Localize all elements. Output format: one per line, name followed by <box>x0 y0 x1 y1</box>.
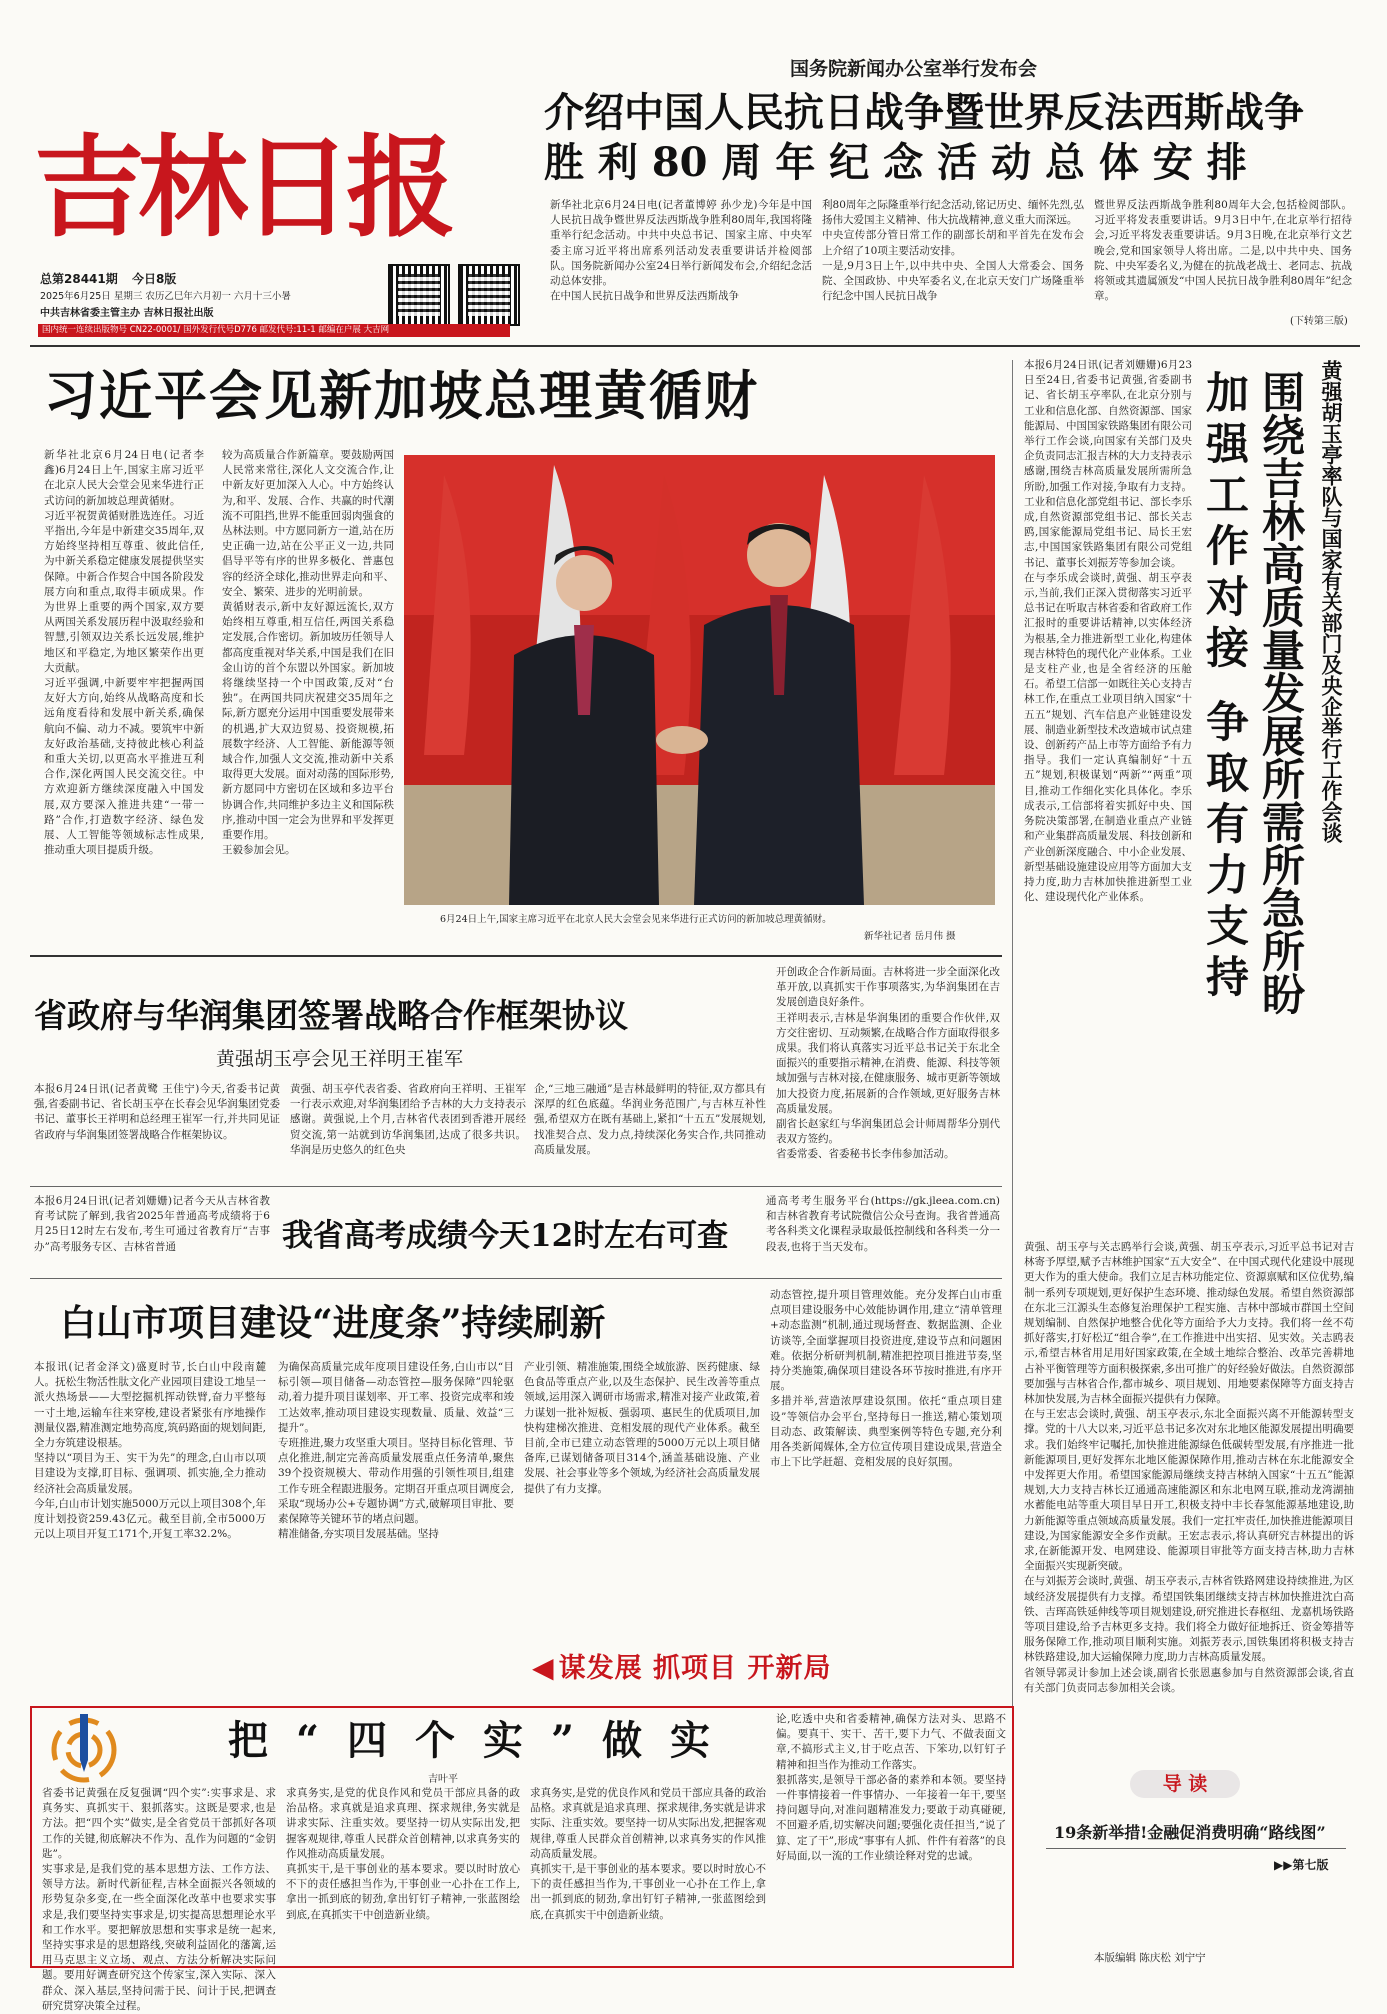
baishan-banner <box>532 1646 992 1686</box>
gaokao-right: 通高考考生服务平台(https://gk.jleea.com.cn)和吉林省教育考试院微信公众号查询。我省普通高考各科类文化课程录取最低控制线和各科类一分一段表,也将于当天发布。 <box>766 1195 1000 1253</box>
guide-label: 导 读 <box>1162 1773 1208 1795</box>
huarun-headline: 省政府与华润集团签署战略合作框架协议 <box>34 996 628 1035</box>
divider <box>30 1278 1002 1279</box>
guide-label-box <box>1130 1770 1240 1798</box>
lead-headline: 习近平会见新加坡总理黄循财 <box>44 365 759 427</box>
baishan-col-4: 动态管控,提升项目管理效能。充分发挥白山市重点项目建设服务中心效能协调作用,建立“清单管理+动态监测”机制,通过现场督查、数据监测、企业访谈等,全面掌握项目投资进度,建设节点和问题困难。依据分析研判机制,精准把控项目推进节奏,坚持分类施策,确保项目建设各环节按时推进,有序开展。 多措并举,营造浓厚建设氛围。依托“重点项目建设”等领信办会平台,坚持每日一推送,精心策划项目动态、政策解读、典型案例等特色专题,充分利用各类新闻媒体,全方位宣传项目建设成果,营造全市上下比学赶超、竞相发展的良好氛围。 <box>770 1289 1002 1469</box>
meeting-photo[interactable] <box>404 455 995 905</box>
top-story-col-3: 暨世界反法西斯战争胜利80周年大会,包括检阅部队。习近平将发表重要讲话。9月3日中午,在北京举行招待会,习近平将发表重要讲话。9月3日晚,在北京举行文艺晚会,党和国家领导人将出席。二是,以中共中央、国务院、中央军委名义,为健在的抗战老战士、老同志、抗战将领或其遗属颁发“中国人民抗日战争胜利80周年”纪念章。 <box>1094 199 1352 303</box>
masthead-title: 吉林日报 <box>34 123 450 252</box>
baishan-headline: 白山市项目建设“进度条”持续刷新 <box>60 1302 606 1344</box>
meeting-photo-illustration <box>404 455 995 905</box>
huarun-col-2: 黄强、胡玉亭代表省委、省政府向王祥明、王崔军一行表示欢迎,对华润集团给予吉林的大力支持表示感谢。黄强说,上个月,吉林省代表团到香港开展经贸交流,第一站就到访华润集团,达成了很多共识。华润是历史悠久的红色央 <box>290 1083 526 1156</box>
top-story-col-2: 利80周年之际隆重举行纪念活动,铭记历史、缅怀先烈,弘扬伟大爱国主义精神、伟大抗战精神,意义重大而深远。 中央宣传部分管日常工作的副部长胡和平首先在发布会上介绍了10项主要活动安排。 一是,9月3日上午,以中共中央、全国人大常委会、国务院、全国政协、中央军委名义,在北京天安门广场隆重举行纪念中国人民抗日战争 <box>822 199 1084 303</box>
issue-no: 总第28441期 <box>40 272 118 286</box>
commentary-byline: 吉叶平 <box>428 1774 458 1785</box>
sponsor-line: 中共吉林省委主管主办 吉林日报社出版 <box>40 308 214 319</box>
baishan-col-3: 产业引领、精准施策,围绕全域旅游、医药健康、绿色食品等重点产业,以及生态保护、民生改善等重点领域,运用深入调研市场需求,精准对接产业政策,着力谋划一批补短板、强弱项、惠民生的优质项目,加快构建梯次推进、竞相发展的现代产业体系。截至目前,全市已建立动态管理的5000万元以上项目储备库,已谋划储备项目314个,涵盖基础设施、产业发展、社会事业等多个领域,为经济社会高质量发展提供了有力支撑。 <box>524 1361 760 1495</box>
divider <box>30 345 1360 347</box>
right-kicker: 黄强胡玉亭率队与国家有关部门及央企举行工作会谈 <box>1319 360 1344 843</box>
right-headline-1: 围绕吉林高质量发展所需所急所盼 <box>1255 370 1305 1015</box>
banner-text: 谋发展 抓项目 开新局 <box>558 1653 832 1684</box>
gaokao-left: 本报6月24日讯(记者刘姗姗)记者今天从吉林省教育考试院了解到,我省2025年普通高考成绩将于6月25日12时左右发布,考生可通过省教育厅“吉事办”高考服务专区、吉林省普通 <box>34 1195 270 1253</box>
banner-arrow-icon: ◀ <box>532 1651 554 1684</box>
baishan-col-1: 本报讯(记者金泽文)盛夏时节,长白山中段南麓人。抚松生物活性肽文化产业园项目建设工地呈一派火热场景——大型挖掘机挥动铁臂,奋力平整每一寸土地,运输车往来穿梭,建设者紧张有序地操作测量仪器,精准测定地势高度,筑码路面的规划间距,全力夯筑建设根基。 坚持以“项目为王、实干为先”的理念,白山市以项目建设为支撑,盯目标、强调项、抓实施,全力推动经济社会高质量发展。 今年,白山市计划实施5000万元以上项目308个,年度计划投资259.43亿元。截至目前,全市5000万元以上项目开复工171个,开复工率32.2%。 <box>34 1361 266 1541</box>
footer-editors: 本版编辑 陈庆松 刘宁宁 <box>1094 1952 1206 1964</box>
top-story-col-1: 新华社北京6月24日电(记者董博婷 孙少龙)今年是中国人民抗日战争暨世界反法西斯战争胜利80周年,我国将隆重举行纪念活动。中共中央总书记、国家主席、中央军委主席习近平将出席系列活动发表重要讲话并检阅部队。国务院新闻办公室24日举行新闻发布会,介绍纪念活动总体安排。 在中国人民抗日战争和世界反法西斯战争 <box>550 199 812 303</box>
date-line: 2025年6月25日 星期三 农历乙巳年六月初一 六月十三小暑 <box>40 291 291 302</box>
divider <box>1046 1848 1346 1849</box>
commentary-col-1: 省委书记黄强在反复强调“四个实”:实事求是、求真务实、真抓实干、狠抓落实。这既是要求,也是方法。把“四个实”做实,是全省党员干部抓好各项工作的关键,彻底解决不作为、乱作为问题的“金钥匙”。 实事求是,是我们党的基本思想方法、工作方法、领导方法。新时代新征程,吉林全面振兴各领域的形势复杂多变,在一些全面深化改革中也要求实事求是,我们要坚持实事求是,切实提高思想理论水平和工作水平。要把解放思想和实事求是统一起来,坚持实事求是的思想路线,突破利益固化的藩篱,运用马克思主义立场、观点、方法分析解决实际问题。要用好调查研究这个传家宝,深入实际、深入群众、深入基层,坚持问需于民、问计于民,把调查研究贯穿决策全过程。 <box>42 1787 276 2012</box>
huarun-col-4: 开创政企合作新局面。吉林将进一步全面深化改革开放,以真抓实干作事项落实,为华润集团在吉发展创造良好条件。 王祥明表示,吉林是华润集团的重要合作伙伴,双方交往密切、互动频繁,在战略合作方面取得很多成果。我们将认真落实习近平总书记关于东北全面振兴的重要指示精神,在消费、能源、科技等领域加强与吉林对接,在健康服务、城市更新等领域加大投资力度,拓展新的合作领域,更好服务吉林高质量发展。 副省长赵家红与华润集团总会计师周帮华分别代表双方签约。 省委常委、省委秘书长李伟参加活动。 <box>776 966 1000 1161</box>
lead-col-1: 新华社北京6月24日电(记者李鑫)6月24日上午,国家主席习近平在北京人民大会堂会见来华进行正式访问的新加坡总理黄循财。 习近平祝贺黄循财胜选连任。习近平指出,今年是中新建交35周年,双方始终坚持相互尊重、彼此信任,为中新关系稳定健康发展提供坚实保障。中新合作契合中国各阶段发展方向和重点,取得丰硕成果。作为世界上重要的两个国家,双方要从两国关系发展历程中汲取经验和智慧,引领双边关系长远发展,维护地区和平稳定,为地区繁荣作出更大贡献。 习近平强调,中新要牢牢把握两国友好大方向,始终从战略高度和长远角度看待和发展中新关系,确保航向不偏、动力不减。要筑牢中新友好政治基础,支持彼此核心利益和重大关切,以更高水平推进互利合作,深化两国人民交流交往。中方欢迎新方继续深度融入中国发展,双方要深入推进共建“一带一路”合作,打造数字经济、绿色发展、人工智能等领域标志性成果,推动重大项目提质升级。 <box>44 449 204 857</box>
publication-strip: 国内统一连续出版物号 CN22-0001/ 国外发行代号D776 邮发代号:11-1 邮编在户展 大吉网 <box>38 324 510 337</box>
gaokao-headline: 我省高考成绩今天12时左右可查 <box>282 1218 729 1254</box>
issue-number <box>40 270 176 287</box>
right-story-col-bottom: 黄强、胡玉亭与关志鸥举行会谈,黄强、胡玉亭表示,习近平总书记对吉林寄予厚望,赋予吉林维护国家“五大安全”、在中国式现代化建设中展现更大作为的重大使命。我们立足吉林功能定位、资源禀赋和区位优势,编制一系列专项规划,更好保护生态环境、推动绿色发展。希望自然资源部在东北三江源头生态修复治理保护工程实施、吉林中部城市群国土空间规划编制、自然保护地整合优化等方面给予大力支持。我们将一丝不苟抓好落实,打好松辽“组合拳”,在工作推进中出实招、见实效。关志鸥表示,希望吉林省用足用好国家政策,在全域土地综合整治、改革完善耕地占补平衡管理等方面积极探索,多出可推广的好经验好做法。自然资源部要加强与吉林省合作,都市城乡、项目规划、用地要素保障等方面支持吉林加快发展,为吉林全面振兴提供有力保障。 在与王宏志会谈时,黄强、胡玉亭表示,东北全面振兴离不开能源转型支撑。党的十八大以来,习近平总书记多次对东北地区能源发展提出明确要求。我们始终牢记嘱托,加快推进能源绿色低碳转型发展,有序推进一批新能源项目,更好发挥东北地区能源保障作用,推动吉林在东北能源安全中发挥更大作用。希望国家能源局继续支持吉林纳入国家“十五五”能源规划,大力支持吉林长辽通通高速能源区和东北电网互联,推动龙湾湖抽水蓄能电站等重大项目早日开工,积极支持中丰长春氢能源基地建设,助力新能源等重点领域高质量发展。我们一定扛牢责任,加快推进能源项目建设,为国家能源安全多作贡献。王宏志表示,将认真研究吉林提出的诉求,在新能源开发、电网建设、能源项目审批等方面支持吉林,助力吉林全面振兴实现新突破。 在与刘振芳会谈时,黄强、胡玉亭表示,吉林省铁路网建设持续推进,为区域经济发展提供有力支撑。希望国铁集团继续支持吉林加快推进沈白高铁、吉珲高铁延伸线等项目规划建设,研究推进长春枢纽、龙嘉机场铁路等项目建设,给予吉林更多支持。我们将全力做好征地拆迁、资金筹措等服务保障工作,推动项目顺利实施。刘振芳表示,国铁集团将积极支持吉林铁路建设,加大运输保障力度,助力吉林高质量发展。 省领导郭灵计参加上述会谈,副省长张恩惠参加与自然资源部会谈,省直有关部门负责同志参加相关会谈。 <box>1024 1241 1354 1694</box>
divider <box>30 955 1002 957</box>
right-story-col-top: 本报6月24日讯(记者刘姗姗)6月23日至24日,省委书记黄强,省委副书记、省长胡玉亭率队,在北京分别与工业和信息化部、自然资源部、国家能源局、中国国家铁路集团有限公司举行工作会谈,向国家有关部门及央企负责同志汇报吉林的大力支持表示感谢,围绕吉林高质量发展所需所急所盼,加强工作对接,争取有力支持。工业和信息化部党组书记、部长李乐成,自然资源部党组书记、部长关志鸥,国家能源局党组书记、局长王宏志,中国国家铁路集团有限公司党组书记、董事长刘振芳等参加会谈。 在与李乐成会谈时,黄强、胡玉亭表示,当前,我们正深入贯彻落实习近平总书记在听取吉林省委和省政府工作汇报时的重要讲话精神,以实体经济为根基,全力推进新型工业化,构建体现吉林特色的现代化产业体系。工业是支柱产业,也是全省经济的压舱石。希望工信部一如既往关心支持吉林工作,在重点工业项目纳入国家“十五五”规划、汽车信息产业链建设发展、制造业新型技术改造城市试点建设、创新药产品上市等方面给予有力指导。我们一定认真编制好“十五五”规划,积极谋划“两新”“两重”项目,推动工作细化实化具体化。李乐成表示,工信部将着实抓好中央、国务院决策部署,在制造业重点产业链和产业集群高质量发展、科技创新和产业创新深度融合、中小企业发展、新型基础设施建设应用等方面加大支持力度,助力吉林加快推进新型工业化、建设现代化产业体系。 <box>1024 359 1192 904</box>
huarun-col-3: 企,“三地三融通”是吉林最鲜明的特征,双方都具有深厚的红色底蕴。华润业务范围广,与吉林互补性强,希望双方在既有基础上,紧扣“十五五”发展规划,找准契合点、发力点,持续深化务实合作,共同推动高质量发展。 <box>534 1083 766 1156</box>
commentary-col-2: 求真务实,是党的优良作风和党员干部应具备的政治品格。求真就是追求真理、探求规律,务实就是讲求实际、注重实效。要坚持一切从实际出发,把握客观规律,尊重人民群众首创精神,以求真务实的作风推动高质量发展。 真抓实干,是干事创业的基本要求。要以时时放心不下的责任感担当作为,干事创业一心扑在工作上,拿出一抓到底的韧劲,拿出钉钉子精神,一张蓝图绘到底,在真抓实干中创造新业绩。 <box>286 1787 520 1921</box>
huarun-subheadline: 黄强胡玉亭会见王祥明王崔军 <box>216 1048 464 1070</box>
photo-credit: 新华社记者 岳月伟 摄 <box>864 931 956 942</box>
top-kicker: 国务院新闻办公室举行发布会 <box>790 58 1038 80</box>
qr-code-icon[interactable] <box>458 264 520 326</box>
huarun-col-1: 本报6月24日讯(记者黄鹭 王佳宁)今天,省委书记黄强,省委副书记、省长胡玉亭在长春会见华润集团党委书记、董事长王祥明和总经理王崔军一行,并共同见证省政府与华润集团签署战略合作框架协议。 <box>34 1083 280 1141</box>
guide-item[interactable]: 19条新举措!金融促消费明确“路线图” <box>1054 1823 1326 1842</box>
top-headline-1: 介绍中国人民抗日战争暨世界反法西斯战争 <box>544 89 1304 136</box>
lead-col-2: 较为高质量合作新篇章。要鼓励两国人民常来常往,深化人文交流合作,让中新友好更加深入人心。中方始终认为,和平、发展、合作、共赢的时代潮流不可阻挡,世界不能重回弱肉强食的丛林法则。中方愿同新方一道,站在历史正确一边,站在公平正义一边,共同倡导平等有序的世界多极化、普惠包容的经济全球化,推动世界走向和平、安全、繁荣、进步的光明前景。 黄循财表示,新中友好源远流长,双方始终相互尊重,相互信任,两国关系稳定发展,合作密切。新加坡历任领导人都高度重视对华关系,中国是我们在旧金山访的首个东盟以外国家。新加坡将继续坚持一个中国政策,反对“台独”。在两国共同庆祝建交35周年之际,新方愿充分运用中国重要发展带来的机遇,扩大双边贸易、投资规模,拓展数字经济、人工智能、新能源等领域合作,加强人文交流,推动新中关系取得更大发展。面对动荡的国际形势,新方愿同中方密切在区域和多边平台协调合作,共同维护多边主义和国际秩序,推动中国一定会为世界和平发挥更重要作用。 王毅参加会见。 <box>222 449 394 857</box>
page-count: 今日8版 <box>131 272 177 286</box>
guide-page-ref[interactable]: ▶▶第七版 <box>1274 1858 1329 1872</box>
photo-caption: 6月24日上午,国家主席习近平在北京人民大会堂会见来华进行正式访问的新加坡总理黄循财。 <box>440 914 832 925</box>
commentary-col-4: 论,吃透中央和省委精神,确保方法对头、思路不偏。要真干、实干、苦干,要下力气、不做表面文章,不搞形式主义,甘于吃点苦、下笨功,以钉钉子精神和担当作为推动工作落实。 狠抓落实,是领导干部必备的素养和本领。要坚持一件事情接着一件事情办、一年接着一年干,要坚持问题导向,对准问题精准发力;要敢于动真碰硬,不回避矛盾,切实解决问题;要强化责任担当,“说了算、定了干”,形成“事事有人抓、件件有着落”的良好局面,以一流的工作业绩诠释对党的忠诚。 <box>776 1713 1006 1862</box>
qr-code-icon[interactable] <box>388 264 450 326</box>
commentary-headline: 把“四个实”做实 <box>228 1717 739 1764</box>
top-headline-2: 胜 利 80 周 年 纪 念 活 动 总 体 安 排 <box>544 139 1247 186</box>
pen-logo-icon <box>40 1710 130 1780</box>
right-headline-2: 加强工作对接 争取有力支持 <box>1199 370 1249 1005</box>
divider <box>30 1186 1002 1187</box>
baishan-col-2: 为确保高质量完成年度项目建设任务,白山市以“目标引领—项目储备—动态管控—服务保障”四轮驱动,着力提升项目谋划率、开工率、投资完成率和竣工达效率,推动项目建设实现数量、质量、效益“三提升”。 专班推进,聚力攻坚重大项目。坚持目标化管理、节点化推进,制定完善高质量发展重点任务清单,聚焦39个投资规模大、带动作用强的引领性项目,组建工作专班全程跟进服务。定期召开重点项目调度会,采取“现场办公+专题协调”方式,破解项目审批、要素保障等关键环节的堵点问题。 精准储备,夯实项目发展基础。坚持 <box>278 1361 514 1541</box>
column-rule <box>1012 360 1013 1770</box>
top-story-continued: (下转第三版) <box>1290 316 1348 327</box>
commentary-col-3: 求真务实,是党的优良作风和党员干部应具备的政治品格。求真就是追求真理、探求规律,务实就是讲求实际、注重实效。要坚持一切从实际出发,把握客观规律,尊重人民群众首创精神,以求真务实的作风推动高质量发展。 真抓实干,是干事创业的基本要求。要以时时放心不下的责任感担当作为,干事创业一心扑在工作上,拿出一抓到底的韧劲,拿出钉钉子精神,一张蓝图绘到底,在真抓实干中创造新业绩。 <box>530 1787 766 1921</box>
